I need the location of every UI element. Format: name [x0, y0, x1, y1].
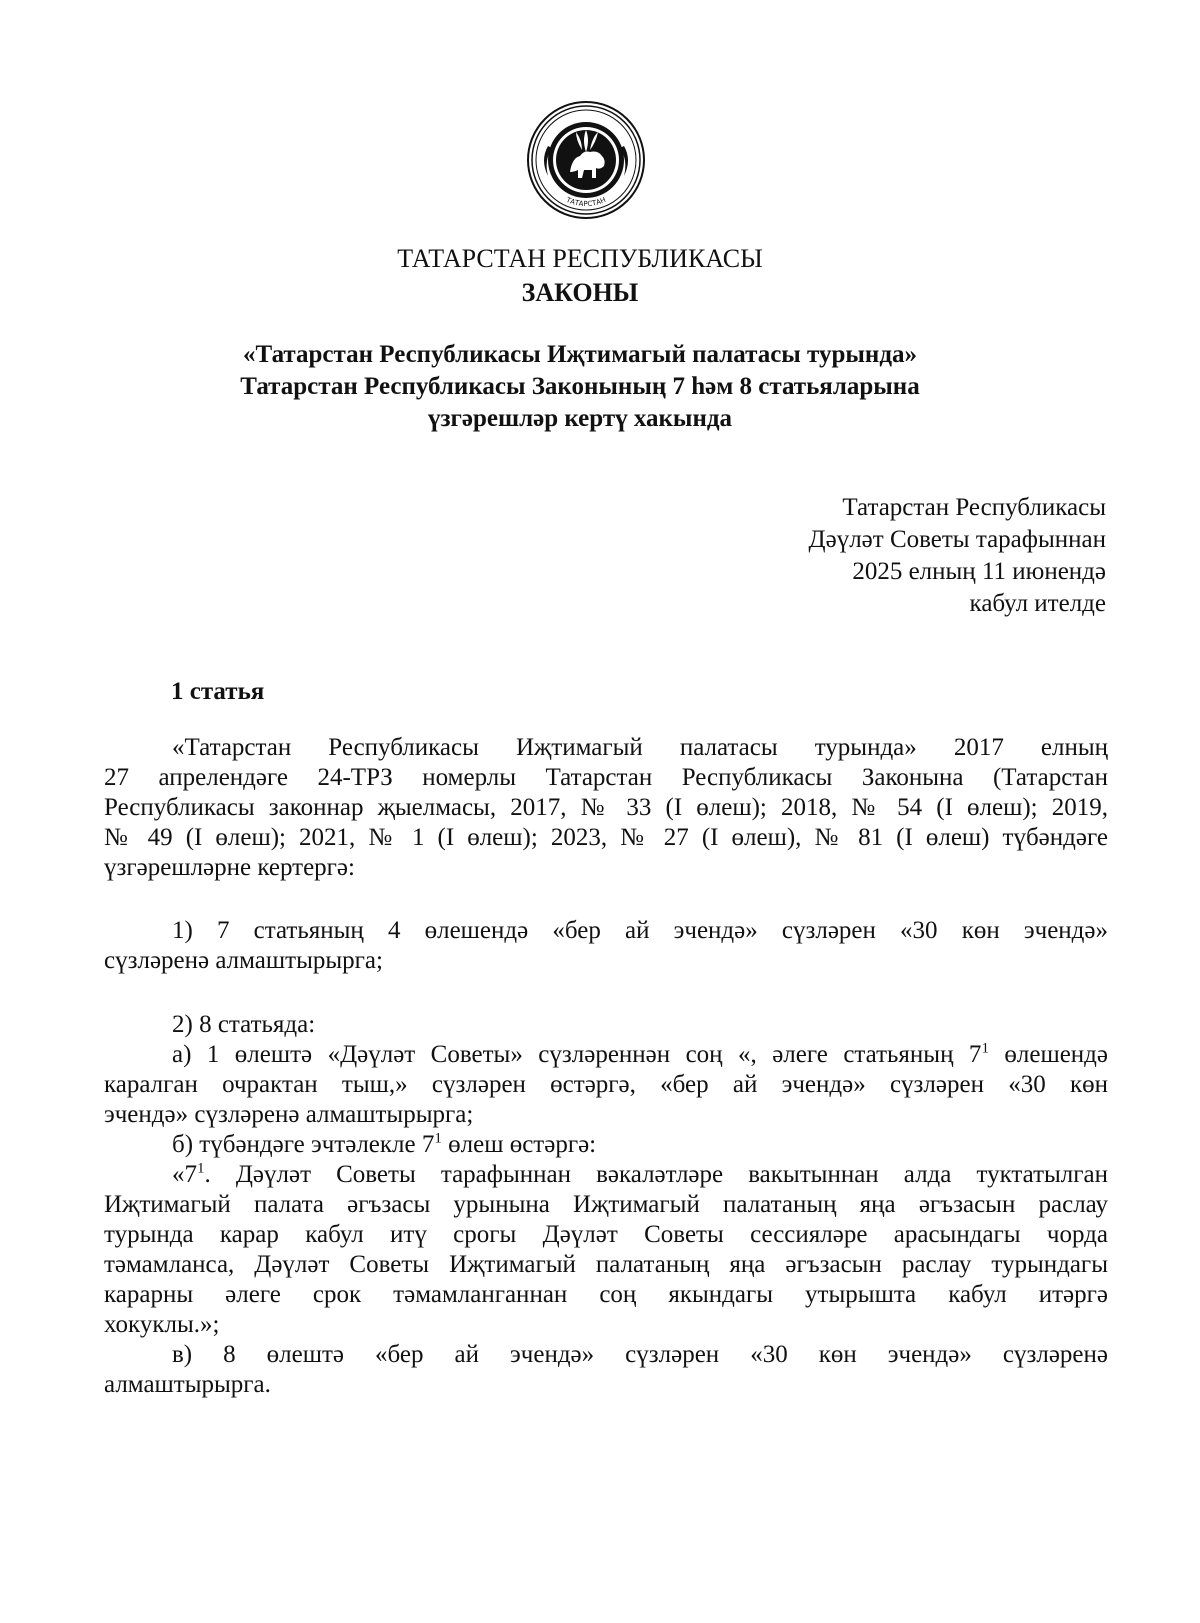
item-1-line: 1) 7 статьяның 4 өлешендә «бер ай эчендә» сүзләрен «30 көн эчендә» [172, 917, 1108, 944]
quote-line: тәмамланса, Дәүләт Советы Иҗтимагый палатаның яңа әгъзасын раслау турындагы [104, 1251, 1108, 1278]
intro-line: № 49 (I өлеш); 2021, № 1 (I өлеш); 2023, № 27 (I өлеш), № 81 (I өлеш) түбәндәге [104, 824, 1108, 851]
coat-of-arms-icon [526, 100, 646, 220]
subitem-a-text: өлешендә [988, 1041, 1108, 1068]
subitem-b-text: өлеш өстәргә: [441, 1131, 597, 1158]
subitem-a-line: каралган очрактан тыш,» сүзләрен өстәргә, «бер ай эчендә» сүзләрен «30 көн [104, 1071, 1108, 1098]
superscript: 1 [981, 1040, 989, 1057]
intro-line: үзгәрешләрне кертергә: [104, 854, 355, 881]
emblem-ring-text: ТАТАРСТАН [564, 195, 608, 209]
subitem-a-line: эчендә» сүзләренә алмаштырырга; [104, 1101, 474, 1128]
quote-line [104, 1160, 1108, 1190]
subitem-b-text: б) түбәндәге эчтәлекле 7 [172, 1131, 435, 1158]
quote-text: «7 [172, 1161, 197, 1188]
republic-name: ТАТАРСТАН РЕСПУБЛИКАСЫ [397, 244, 763, 273]
article-intro-paragraph [104, 733, 1108, 883]
adoption-line-2: Дәүләт Советы тарафыннан [808, 526, 1106, 553]
document-type: ЗАКОНЫ [521, 278, 639, 307]
subitem-b-line [104, 1130, 1108, 1160]
adoption-line-4: кабул ителде [969, 590, 1106, 617]
intro-line: «Татарстан Республикасы Иҗтимагый палатасы турында» 2017 елның [172, 734, 1108, 761]
subitem-a-line [104, 1040, 1108, 1070]
law-title-line-3: үзгәрешләр кертү хакында [427, 405, 732, 432]
quote-line: карарны әлеге срок тәмамланганнан соң якындагы утырышта кабул итәргә [104, 1281, 1108, 1308]
item-2-heading: 2) 8 статьяда: [172, 1011, 316, 1038]
item-1-line: сүзләренә алмаштырырга; [104, 947, 383, 974]
intro-line: Республикасы законнар җыелмасы, 2017, № 33 (I өлеш); 2018, № 54 (I өлеш); 2019, [104, 794, 1108, 821]
intro-line: 27 апрелендәге 24-ТРЗ номерлы Татарстан Республикасы Законына (Татарстан [104, 764, 1108, 791]
item-2-block [104, 1010, 1108, 1400]
quote-line: Иҗтимагый палата әгъзасы урынына Иҗтимагый палатаның яңа әгъзасын раслау [104, 1191, 1108, 1218]
quote-text: . Дәүләт Советы тарафыннан вәкаләтләре вакытыннан алда туктатылган [204, 1161, 1108, 1188]
quote-line: хокуклы.»; [104, 1311, 220, 1338]
law-title-line-2: Татарстан Республикасы Законының 7 һәм 8 статьяларына [240, 373, 920, 400]
quote-line: турында карар кабул итү срогы Дәүләт Советы сессияләре арасындагы чорда [104, 1221, 1108, 1248]
subitem-a-text: а) 1 өлештә «Дәүләт Советы» сүзләреннән соң «, әлеге статьяның 7 [172, 1041, 982, 1068]
adoption-block [706, 492, 1106, 620]
law-title-line-1: «Татарстан Республикасы Иҗтимагый палатасы турында» [243, 341, 917, 368]
subitem-c-line: алмаштырырга. [104, 1371, 271, 1398]
subitem-c-line: в) 8 өлештә «бер ай эчендә» сүзләрен «30 көн эчендә» сүзләренә [172, 1341, 1108, 1368]
item-1-paragraph [104, 916, 1108, 976]
adoption-line-1: Татарстан Республикасы [842, 494, 1106, 521]
adoption-line-3: 2025 елның 11 июнендә [852, 558, 1106, 585]
article-heading: 1 статья [171, 678, 265, 705]
superscript: 1 [434, 1130, 442, 1147]
superscript: 1 [197, 1160, 205, 1177]
